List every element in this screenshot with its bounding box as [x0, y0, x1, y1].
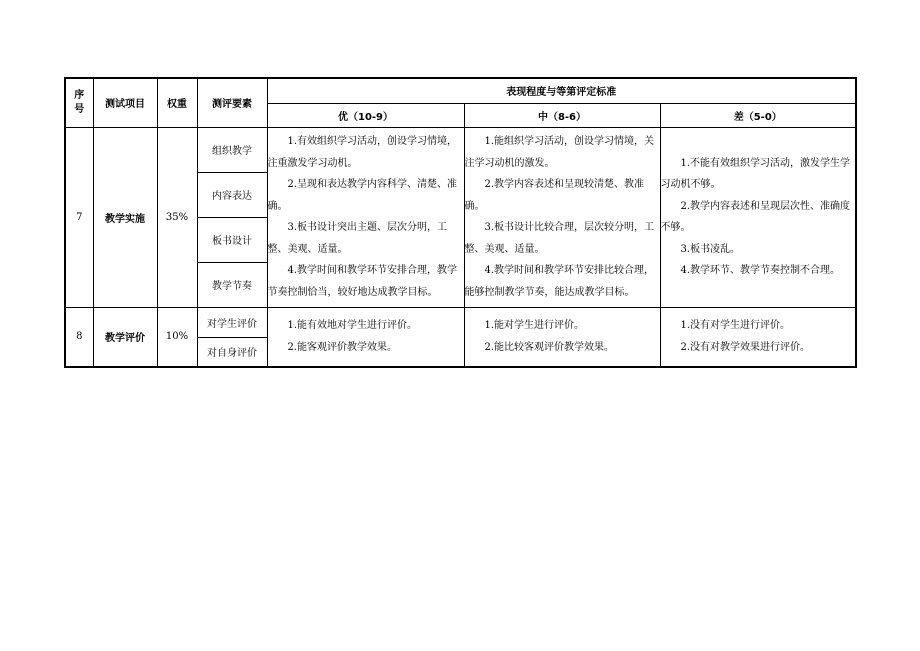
row-seq: 7: [65, 127, 93, 307]
poor-criteria: [660, 127, 856, 307]
row-item: 教学实施: [93, 127, 157, 307]
criteria-line: 2.教学内容表述和呈现较清楚、教准确。: [464, 179, 645, 212]
header-excellent: 优（10-9）: [267, 103, 464, 127]
criteria-line: 2.能比较客观评价教学效果。: [484, 341, 615, 353]
medium-criteria: [464, 307, 660, 367]
poor-criteria: [660, 307, 856, 367]
element-cell: 板书设计: [197, 217, 267, 262]
criteria-line: 3.板书设计比较合理，层次较分明，工整、美观、适量。: [464, 222, 655, 255]
table-row: [65, 127, 856, 172]
row-weight: 10%: [157, 307, 197, 367]
header-elements: 测评要素: [197, 78, 267, 127]
element-cell: 内容表达: [197, 172, 267, 217]
header-seq-bottom: 号: [74, 103, 85, 115]
criteria-line: 2.没有对教学效果进行评价。: [680, 341, 811, 353]
criteria-line: 3.板书凌乱。: [680, 243, 741, 255]
criteria-line: 1.能组织学习活动，创设学习情境，关注学习动机的激发。: [464, 136, 655, 169]
header-seq-top: 序: [74, 89, 85, 101]
element-cell: 对学生评价: [197, 307, 267, 337]
criteria-line: 4.教学时间和教学环节安排比较合理，能够控制教学节奏，能达成教学目标。: [464, 265, 655, 298]
table-row: [65, 307, 856, 337]
header-poor: 差（5-0）: [660, 103, 856, 127]
criteria-line: 2.教学内容表述和呈现层次性、准确度不够。: [660, 200, 851, 233]
element-cell: 组织教学: [197, 127, 267, 172]
evaluation-table: [64, 77, 857, 368]
row-item: 教学评价: [93, 307, 157, 367]
criteria-line: 4.教学环节、教学节奏控制不合理。: [680, 265, 841, 276]
criteria-line: 1.不能有效组织学习活动，激发学生学习动机不够。: [660, 157, 851, 190]
criteria-line: 1.能有效地对学生进行评价。: [287, 320, 418, 332]
criteria-line: 2.能客观评价教学效果。: [287, 341, 398, 353]
element-cell: 教学节奏: [197, 262, 267, 307]
excellent-criteria: [267, 127, 464, 307]
criteria-line: 3.板书设计突出主题、层次分明，工整、美观、适量。: [267, 222, 448, 255]
criteria-line: 1.没有对学生进行评价。: [680, 320, 791, 332]
criteria-line: 1.有效组织学习活动，创设学习情境，注重激发学习动机。: [267, 136, 458, 169]
header-weight: 权重: [157, 78, 197, 127]
medium-criteria: [464, 127, 660, 307]
row-weight: 35%: [157, 127, 197, 307]
criteria-line: 2.呈现和表达教学内容科学、清楚、准确。: [267, 179, 458, 212]
header-item: 测试项目: [93, 78, 157, 127]
row-seq: 8: [65, 307, 93, 367]
header-standard: 表现程度与等第评定标准: [267, 78, 856, 103]
header-seq: [65, 78, 93, 127]
excellent-criteria: [267, 307, 464, 367]
header-medium: 中（8-6）: [464, 103, 660, 127]
criteria-line: 1.能对学生进行评价。: [484, 320, 585, 332]
element-cell: 对自身评价: [197, 337, 267, 367]
criteria-line: 4.教学时间和教学环节安排合理，教学节奏控制恰当，较好地达成教学目标。: [267, 265, 458, 298]
